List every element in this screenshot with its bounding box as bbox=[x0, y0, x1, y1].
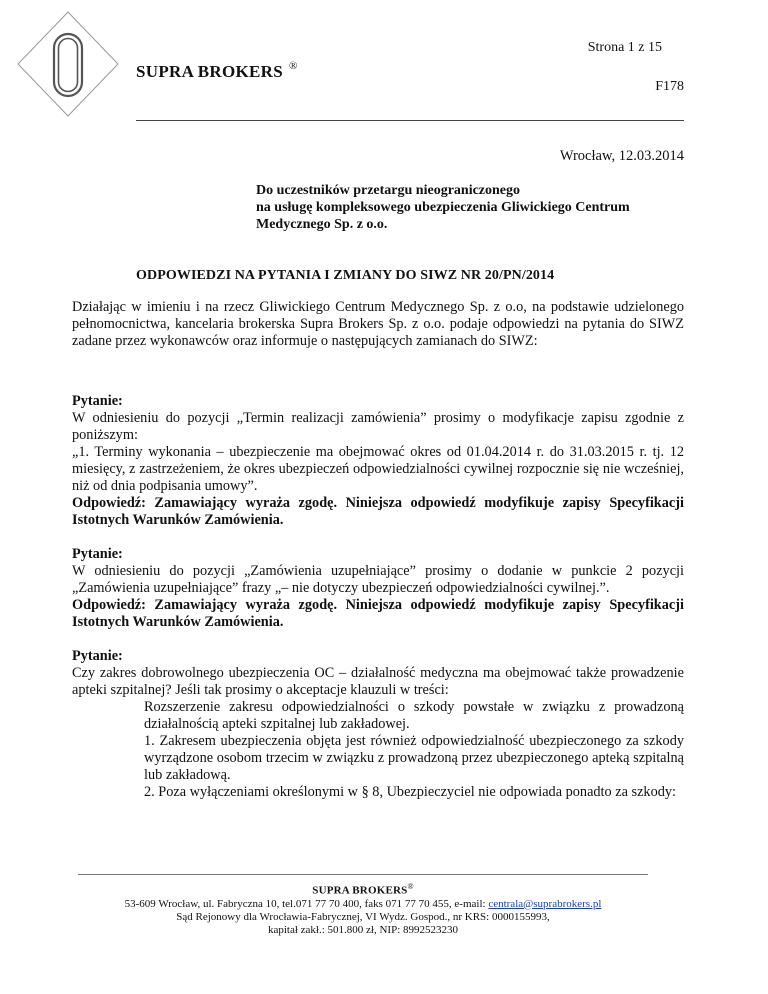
page-number: Strona 1 z 15 bbox=[587, 40, 662, 55]
question-quote: „1. Terminy wykonania – ubezpieczenie ma obejmować okres od 01.04.2014 r. do 31.03.2015 r. tj. 12 miesięcy, z zastrzeżeniem, że okres ubezpieczeń odpowiedzialności cywilnej rozpocznie się nie wcześniej, niż od dnia podpisania umowy”. bbox=[72, 444, 684, 494]
header-divider bbox=[136, 120, 684, 121]
answer-text: Odpowiedź: Zamawiający wyraża zgodę. Niniejsza odpowiedź modyfikuje zapisy Specyfikacji Istotnych Warunków Zamówienia. bbox=[72, 597, 684, 630]
addressee-line: na usługę kompleksowego ubezpieczenia Gliwickiego Centrum bbox=[256, 200, 630, 215]
clause-paragraph: 2. Poza wyłączeniami określonymi w § 8, Ubezpieczyciel nie odpowiada ponadto za szkody: bbox=[144, 784, 676, 800]
supra-brokers-logo-icon bbox=[14, 8, 122, 120]
clause-paragraph: Rozszerzenie zakresu odpowiedzialności o szkody powstałe w związku z prowadzoną działalnością apteki szpitalnej lub zakładowej. bbox=[144, 699, 684, 732]
date-line: Wrocław, 12.03.2014 bbox=[559, 148, 684, 164]
question-label: Pytanie: bbox=[72, 648, 123, 664]
question-text: Czy zakres dobrowolnego ubezpieczenia OC – działalność medyczna ma obejmować także prowadzenie apteki szpitalnej? Jeśli tak prosimy o akceptacje klauzuli w treści: bbox=[72, 665, 684, 698]
question-label: Pytanie: bbox=[72, 393, 123, 409]
footer-email-link[interactable]: centrala@suprabrokers.pl bbox=[488, 897, 602, 910]
footer-brand: SUPRA BROKERS® bbox=[312, 882, 414, 897]
footer bbox=[60, 880, 666, 937]
document-body bbox=[72, 299, 684, 818]
form-code: F178 bbox=[655, 79, 684, 94]
question-label: Pytanie: bbox=[72, 546, 123, 562]
question-block bbox=[72, 648, 684, 801]
question-text: W odniesieniu do pozycji „Termin realizacji zamówienia” prosimy o modyfikacje zapisu zgodnie z poniższym: bbox=[72, 410, 684, 443]
addressee bbox=[256, 182, 696, 233]
addressee-line: Medycznego Sp. z o.o. bbox=[256, 217, 388, 232]
footer-divider bbox=[78, 874, 648, 875]
footer-address: 53-609 Wrocław, ul. Fabryczna 10, tel.071 77 70 400, faks 071 77 70 455, e-mail: centrala@suprabrokers.pl bbox=[124, 897, 602, 910]
question-block bbox=[72, 393, 684, 529]
question-text: W odniesieniu do pozycji „Zamówienia uzupełniające” prosimy o dodanie w punkcie 2 pozycji „Zamówienia uzupełniające” frazy „– nie dotyczy ubezpieczeń odpowiedzialności cywilnej.”. bbox=[72, 563, 684, 596]
addressee-line: Do uczestników przetargu nieograniczonego bbox=[256, 183, 521, 198]
question-block bbox=[72, 546, 684, 631]
footer-court: Sąd Rejonowy dla Wrocławia-Fabrycznej, VI Wydz. Gospod., nr KRS: 0000155993, bbox=[176, 910, 550, 923]
document-subject: ODPOWIEDZI NA PYTANIA I ZMIANY DO SIWZ NR 20/PN/2014 bbox=[136, 268, 555, 283]
answer-text: Odpowiedź: Zamawiający wyraża zgodę. Niniejsza odpowiedź modyfikuje zapisy Specyfikacji Istotnych Warunków Zamówienia. bbox=[72, 495, 684, 528]
footer-capital: kapitał zakł.: 501.800 zł, NIP: 8992523230 bbox=[267, 923, 459, 936]
intro-paragraph: Działając w imieniu i na rzecz Gliwickiego Centrum Medycznego Sp. z o.o, na podstawie udzielonego pełnomocnictwa, kancelaria brokerska Supra Brokers Sp. z o.o. podaje odpowiedzi na pytania do SIWZ zadane przez wykonawców oraz informuje o następujących zamianach do SIWZ: bbox=[72, 299, 684, 349]
clause-paragraph: 1. Zakresem ubezpieczenia objęta jest również odpowiedzialność ubezpieczonego za szkody wyrządzone osobom trzecim w związku z prowadzoną przez ubezpieczonego apteką szpitalną lub zakładową. bbox=[144, 733, 684, 783]
brand-name: SUPRA BROKERS ® bbox=[136, 60, 298, 81]
